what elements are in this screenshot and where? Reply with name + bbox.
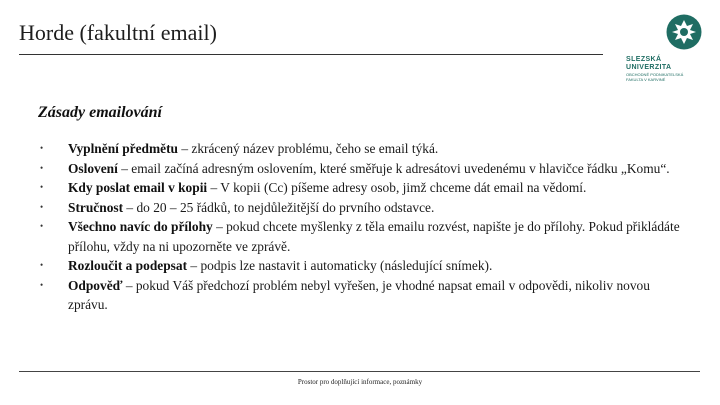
logo-line-3: OBCHODNĚ PODNIKATELSKÁ: [626, 72, 684, 77]
bullet-text: – pokud chcete myšlenky z těla emailu rozvést, napište je do přílohy. Pokud přikládáte přílohu, vždy na ni upozorněte ve zprávě.: [68, 219, 680, 254]
bullet-icon: •: [40, 279, 44, 290]
bullet-icon: •: [40, 182, 44, 192]
bullet-text: – do 20 – 25 řádků, to nejdůležitější do prvního odstavce.: [123, 199, 435, 215]
bullet-term: Všechno navíc do přílohy: [68, 219, 213, 234]
bullet-term: Kdy poslat email v kopii: [68, 180, 208, 195]
bullet-text: – pokud Váš předchozí problém nebyl vyřešen, je vhodné napsat email v odpovědi, nikoliv novou zprávu.: [68, 277, 650, 312]
bullet-term: Vyplnění předmětu: [68, 141, 178, 156]
list-item: [40, 139, 688, 159]
footer-divider: [19, 371, 700, 372]
bullet-icon: •: [40, 260, 44, 270]
bullet-icon: •: [40, 201, 44, 212]
list-item: [40, 217, 688, 256]
logo-line-1: SLEZSKÁ: [626, 56, 662, 63]
bullet-text: – zkrácený název problému, čeho se email týká.: [178, 141, 439, 156]
list-item: [40, 159, 688, 179]
bullet-text: – V kopii (Cc) píšeme adresy osob, jimž chceme dát email na vědomí.: [207, 180, 587, 195]
logo-line-2: UNIVERZITA: [626, 63, 672, 71]
section-heading: Zásady emailování: [38, 104, 162, 121]
university-crest-icon: [666, 14, 702, 50]
bullet-term: Oslovení: [68, 160, 118, 176]
logo-subtitle: [626, 73, 683, 82]
list-item: [40, 178, 688, 198]
list-item: [40, 256, 688, 276]
bullet-icon: •: [40, 143, 44, 153]
bullet-icon: •: [40, 162, 44, 173]
bullet-term: Stručnost: [68, 199, 124, 215]
bullet-list: [40, 139, 688, 315]
logo-line-4: FAKULTA V KARVINÉ: [626, 76, 666, 82]
bullet-term: Rozloučit a podepsat: [68, 258, 188, 273]
bullet-text: – podpis lze nastavit i automaticky (následující snímek).: [187, 258, 493, 273]
slide-title: Horde (fakultní email): [19, 20, 217, 45]
list-item: [40, 198, 688, 218]
logo-wordmark: [626, 56, 671, 71]
title-divider: [19, 54, 603, 55]
footer-note: Prostor pro doplňující informace, poznámky: [297, 378, 423, 386]
list-item: [40, 276, 688, 315]
bullet-text: – email začíná adresným oslovením, které směřuje k adresátovi uvedenému v hlavičce řádku „Komu“.: [117, 160, 670, 176]
university-logo: [622, 14, 708, 84]
bullet-icon: •: [40, 221, 44, 231]
bullet-term: Odpověď: [68, 277, 123, 293]
